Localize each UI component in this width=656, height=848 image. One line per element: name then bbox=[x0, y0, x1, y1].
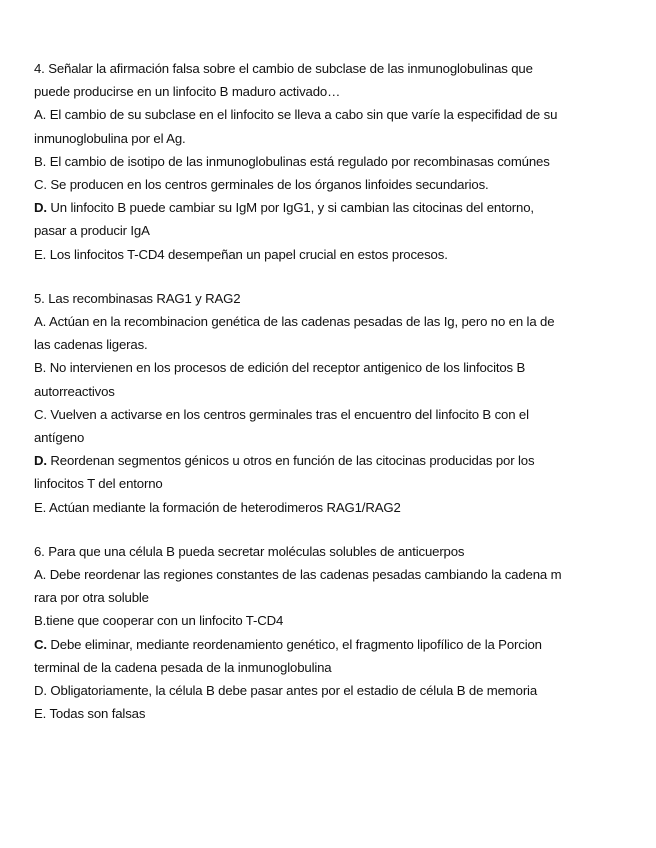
option-b bbox=[34, 150, 624, 173]
option-text: Los linfocitos T-CD4 desempeñan un papel crucial en estos procesos. bbox=[49, 246, 448, 262]
option-text: Un linfocito B puede cambiar su IgM por IgG1, y si cambian las citocinas del entorno, bbox=[50, 200, 534, 216]
option-c bbox=[34, 633, 624, 656]
question-5 bbox=[34, 287, 624, 519]
option-text-continued: antígeno bbox=[34, 430, 85, 446]
option-e bbox=[34, 243, 624, 266]
option-letter: A. bbox=[34, 107, 47, 123]
option-letter: B. bbox=[34, 613, 47, 629]
option-text: Actúan en la recombinacion genética de las cadenas pesadas de las Ig, pero no en la de bbox=[48, 314, 555, 330]
option-text: Debe eliminar, mediante reordenamiento genético, el fragmento lipofílico de la Porcion bbox=[50, 636, 542, 652]
option-letter: A. bbox=[34, 314, 47, 330]
question-6 bbox=[34, 540, 624, 726]
option-a bbox=[34, 310, 624, 333]
option-letter: E. bbox=[34, 246, 47, 262]
option-letter: D. bbox=[34, 453, 47, 469]
option-c bbox=[34, 403, 624, 426]
question-4 bbox=[34, 57, 624, 266]
option-letter: B. bbox=[34, 153, 47, 169]
option-a bbox=[34, 563, 624, 586]
option-letter: B. bbox=[34, 360, 47, 376]
option-text: Actúan mediante la formación de heterodimeros RAG1/RAG2 bbox=[48, 499, 401, 515]
option-e bbox=[34, 496, 624, 519]
option-text-continued: rara por otra soluble bbox=[34, 590, 149, 606]
option-text-continued: terminal de la cadena pesada de la inmunoglobulina bbox=[34, 659, 332, 675]
option-text: Obligatoriamente, la célula B debe pasar antes por el estadio de célula B de memoria bbox=[50, 683, 538, 699]
option-letter: C. bbox=[34, 636, 47, 652]
option-text-continued: pasar a producir IgA bbox=[34, 223, 150, 239]
option-letter: C. bbox=[34, 177, 47, 193]
option-text: El cambio de su subclase en el linfocito se lleva a cabo sin que varíe la especifidad de su bbox=[49, 107, 558, 123]
option-letter: A. bbox=[34, 567, 47, 583]
option-c bbox=[34, 173, 624, 196]
option-text-continued: las cadenas ligeras. bbox=[34, 337, 148, 353]
option-text-continued: inmunoglobulina por el Ag. bbox=[34, 130, 186, 146]
option-text: tiene que cooperar con un linfocito T-CD4 bbox=[46, 613, 284, 629]
question-text: 6. Para que una célula B pueda secretar moléculas solubles de anticuerpos bbox=[34, 543, 465, 559]
question-text: 5. Las recombinasas RAG1 y RAG2 bbox=[34, 290, 241, 306]
document-page bbox=[34, 57, 624, 746]
option-text: Vuelven a activarse en los centros germinales tras el encuentro del linfocito B con el bbox=[50, 406, 529, 422]
option-d bbox=[34, 449, 624, 472]
option-letter: D. bbox=[34, 683, 47, 699]
option-text: Debe reordenar las regiones constantes de las cadenas pesadas cambiando la cadena m bbox=[49, 567, 562, 583]
option-letter: D. bbox=[34, 200, 47, 216]
option-a bbox=[34, 103, 624, 126]
option-d bbox=[34, 679, 624, 702]
option-text: El cambio de isotipo de las inmunoglobulinas está regulado por recombinasas comúnes bbox=[49, 153, 550, 169]
option-text: Todas son falsas bbox=[49, 706, 146, 722]
option-letter: C. bbox=[34, 406, 47, 422]
option-b bbox=[34, 609, 624, 632]
option-text: Reordenan segmentos génicos u otros en función de las citocinas producidas por los bbox=[50, 453, 535, 469]
option-text-continued: autorreactivos bbox=[34, 383, 115, 399]
question-text: puede producirse en un linfocito B maduro activado… bbox=[34, 84, 341, 100]
option-b bbox=[34, 356, 624, 379]
option-text-continued: linfocitos T del entorno bbox=[34, 476, 163, 492]
option-letter: E. bbox=[34, 706, 47, 722]
option-letter: E. bbox=[34, 499, 47, 515]
option-e bbox=[34, 702, 624, 725]
option-text: No intervienen en los procesos de edición del receptor antigenico de los linfocitos B bbox=[49, 360, 526, 376]
question-text: 4. Señalar la afirmación falsa sobre el cambio de subclase de las inmunoglobulinas que bbox=[34, 61, 533, 76]
option-d bbox=[34, 196, 624, 219]
option-text: Se producen en los centros germinales de los órganos linfoides secundarios. bbox=[50, 177, 489, 193]
